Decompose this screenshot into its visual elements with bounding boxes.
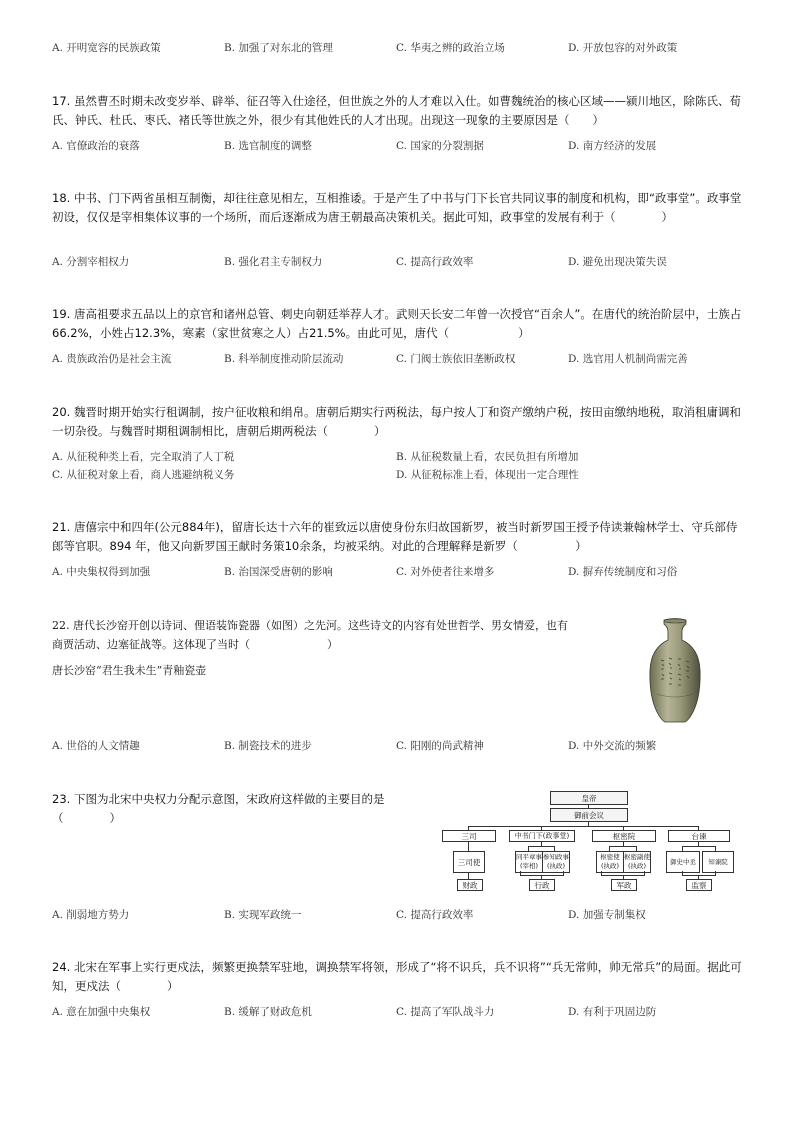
q16-option-a[interactable]: A. 开明宽容的民族政策	[52, 42, 161, 54]
q23-option-c[interactable]: C. 提高行政效率	[396, 909, 474, 921]
q23-option-a[interactable]: A. 削弱地方势力	[52, 909, 130, 921]
diagram-function-finance: 财政	[457, 879, 483, 891]
diagram-function-supervision: 监察	[686, 879, 712, 891]
q22-option-c[interactable]: C. 阳刚的尚武精神	[396, 740, 484, 752]
diagram-group-taijian: 台谏	[668, 830, 730, 842]
diagram-connector	[468, 826, 698, 827]
question-22-stem: 22. 唐代长沙窑开创以诗词、俚语装饰瓷器（如图）之先河。这些诗文的内容有处世哲学、男女情爱，也有商贾活动、边塞征战等。这体现了当时（ ）	[52, 619, 568, 651]
q23-option-b[interactable]: B. 实现军政统一	[224, 909, 302, 921]
q17-option-d[interactable]: D. 南方经济的发展	[568, 140, 657, 152]
diagram-member: 枢密使 (执政)	[596, 851, 624, 873]
diagram-function-admin: 行政	[529, 879, 555, 891]
q17-option-a[interactable]: A. 官僚政治的衰落	[52, 140, 140, 152]
q17-option-c[interactable]: C. 国家的分裂割据	[396, 140, 484, 152]
diagram-member: 枢密副使 (执政)	[623, 851, 651, 873]
q19-option-d[interactable]: D. 选官用人机制尚需完善	[568, 353, 688, 365]
q22-option-d[interactable]: D. 中外交流的频繁	[568, 740, 657, 752]
question-22	[52, 616, 572, 654]
q24-option-a[interactable]: A. 意在加强中央集权	[52, 1006, 151, 1018]
q24-option-c[interactable]: C. 提高了军队战斗力	[396, 1006, 495, 1018]
q24-option-d[interactable]: D. 有利于巩固边防	[568, 1006, 657, 1018]
q19-option-a[interactable]: A. 贵族政治仍是社会主流	[52, 353, 172, 365]
song-power-diagram	[438, 790, 740, 894]
question-20	[52, 403, 742, 441]
q21-option-c[interactable]: C. 对外使者往来增多	[396, 566, 495, 578]
diagram-member: 知谏院	[702, 851, 734, 873]
q16-option-c[interactable]: C. 华夷之辨的政治立场	[396, 42, 505, 54]
question-24	[52, 958, 742, 996]
question-17-stem: 17. 虽然曹丕时期未改变岁举、辟举、征召等入仕途径，但世族之外的人才难以入仕。如曹魏统治的核心区域——颍川地区，除陈氏、荀氏、钟氏、杜氏、枣氏、褚氏等世族之外，很少有其他姓氏的人才出现。出现这一现象的主要原因是（ ）	[52, 94, 741, 127]
diagram-connector	[520, 871, 521, 875]
question-21	[52, 518, 742, 556]
diagram-connector	[563, 871, 564, 875]
question-18	[52, 189, 742, 227]
q20-option-a[interactable]: A. 从征税种类上看，完全取消了人丁税	[52, 451, 235, 463]
diagram-emperor-box: 皇帝	[550, 791, 628, 805]
q20-option-c[interactable]: C. 从征税对象上看，商人逃避纳税义务	[52, 469, 235, 481]
q22-option-b[interactable]: B. 制瓷技术的进步	[224, 740, 312, 752]
question-23	[52, 790, 402, 828]
q18-option-c[interactable]: C. 提高行政效率	[396, 256, 474, 268]
diagram-group-zhongshu: 中书门下(政事堂)	[509, 830, 575, 842]
diagram-connector	[528, 846, 555, 847]
q16-option-b[interactable]: B. 加强了对东北的管理	[224, 42, 333, 54]
question-23-stem: 23. 下图为北宋中央权力分配示意图，宋政府这样做的主要目的是（ ）	[52, 792, 385, 825]
q17-option-b[interactable]: B. 选官制度的调整	[224, 140, 312, 152]
diagram-bracket	[520, 875, 564, 876]
diagram-council-box: 御前会议	[550, 808, 628, 822]
q20-option-d[interactable]: D. 从征税标准上看，体现出一定合理性	[396, 469, 579, 481]
q24-option-b[interactable]: B. 缓解了财政危机	[224, 1006, 312, 1018]
q16-option-d[interactable]: D. 开放包容的对外政策	[568, 42, 678, 54]
diagram-connector	[468, 872, 469, 879]
q19-option-b[interactable]: B. 科举制度推动阶层流动	[224, 353, 344, 365]
question-24-stem: 24. 北宋在军事上实行更戍法，频繁更换禁军驻地，调换禁军将领，形成了“将不识兵，兵不识将”“兵无常帅，帅无常兵”的局面。据此可知，更戍法（ ）	[52, 960, 742, 993]
diagram-connector	[468, 841, 469, 851]
question-19-stem: 19. 唐高祖要求五品以上的京官和诸州总管、刺史向朝廷举荐人才。武则天长安二年曾一次授官“百余人”。在唐代的统治阶层中，士族占66.2%，小姓占12.3%，寒素（家世贫寒之人）占21.5%。由此可见，唐代（ ）	[52, 307, 742, 340]
diagram-connector	[601, 871, 602, 875]
question-20-stem: 20. 魏晋时期开始实行租调制，按户征收粮和绢帛。唐朝后期实行两税法，每户按人丁和资产缴纳户税，按田亩缴纳地税，取消租庸调和一切杂役。与魏晋时期租调制相比，唐朝后期两税法（ ）	[52, 405, 741, 438]
diagram-group-shumiyuan: 枢密院	[592, 830, 656, 842]
question-21-stem: 21. 唐僖宗中和四年(公元884年)，留唐长达十六年的崔致远以唐使身份东归故国新罗，被当时新罗国王授予侍读兼翰林学士、守兵部侍郎等官职。894 年，他又向新罗国王献时务策10余条，均被采纳。对此的合理解释是新罗（ ）	[52, 520, 738, 553]
celadon-vase-image	[645, 618, 705, 724]
diagram-connector	[715, 871, 716, 875]
question-18-stem: 18. 中书、门下两省虽相互制衡，却往往意见相左，互相推诿。于是产生了中书与门下长官共同议事的制度和机构，即“政事堂”。政事堂初设，仅仅是宰相集体议事的一个场所，而后逐渐成为唐王朝最高决策机关。据此可知，政事堂的发展有利于（ ）	[52, 191, 742, 224]
q22-option-a[interactable]: A. 世俗的人文情趣	[52, 740, 140, 752]
q18-option-b[interactable]: B. 强化君主专制权力	[224, 256, 323, 268]
diagram-function-military: 军政	[611, 879, 637, 891]
diagram-connector	[644, 871, 645, 875]
diagram-group-sansi: 三司	[442, 830, 496, 842]
diagram-member: 参知政事 (执政)	[542, 851, 570, 873]
question-19	[52, 305, 742, 343]
diagram-member: 同平章事 (宰相)	[515, 851, 543, 873]
q21-option-a[interactable]: A. 中央集权得到加强	[52, 566, 151, 578]
vase-caption: 唐长沙窑“君生我未生”青釉瓷壶	[52, 664, 207, 677]
diagram-member: 三司使	[453, 851, 485, 873]
q23-option-d[interactable]: D. 加强专制集权	[568, 909, 646, 921]
diagram-connector	[682, 846, 716, 847]
diagram-connector	[609, 846, 637, 847]
q21-option-d[interactable]: D. 摒弃传统制度和习俗	[568, 566, 678, 578]
q20-option-b[interactable]: B. 从征税数量上看，农民负担有所增加	[396, 451, 579, 463]
q21-option-b[interactable]: B. 治国深受唐朝的影响	[224, 566, 333, 578]
question-17	[52, 92, 742, 130]
q18-option-d[interactable]: D. 避免出现决策失误	[568, 256, 667, 268]
diagram-connector	[682, 871, 683, 875]
diagram-bracket	[682, 875, 716, 876]
diagram-member: 御史中丞	[666, 851, 700, 873]
q18-option-a[interactable]: A. 分割宰相权力	[52, 256, 130, 268]
q19-option-c[interactable]: C. 门阀士族依旧垄断政权	[396, 353, 516, 365]
